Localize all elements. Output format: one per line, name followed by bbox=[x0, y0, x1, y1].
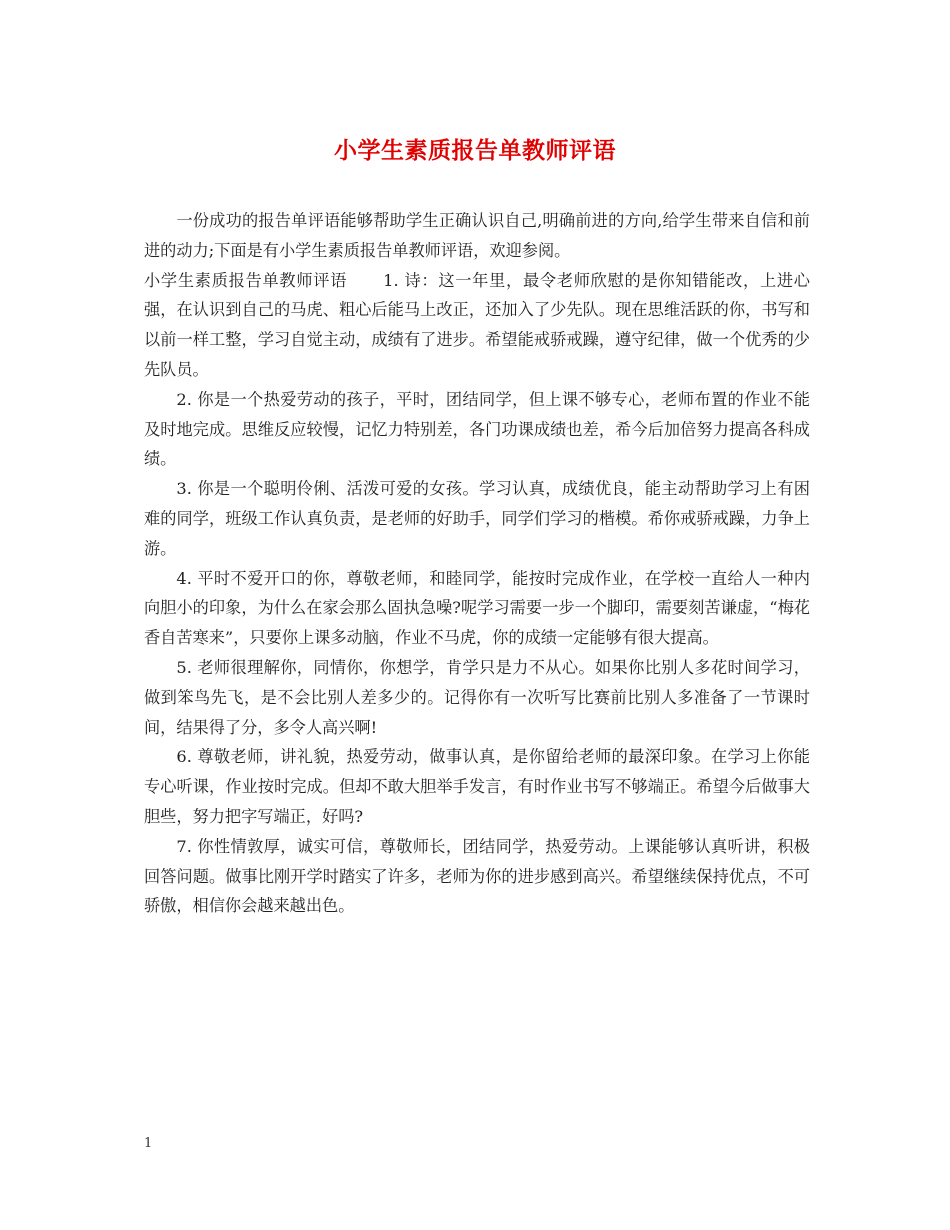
comment-paragraph: 3. 你是一个聪明伶俐、活泼可爱的女孩。学习认真，成绩优良，能主动帮助学习上有困难的同学，班级工作认真负责，是老师的好助手，同学们学习的楷模。希你戒骄戒躁，力争上游。 bbox=[144, 479, 810, 558]
comment-paragraph: 4. 平时不爱开口的你，尊敬老师，和睦同学，能按时完成作业，在学校一直给人一种内向胆小的印象，为什么在家会那么固执急噪?呢学习需要一步一个脚印，需要刻苦谦虚，“梅花香自苦寒来”，只要你上课多动脑，作业不马虎，你的成绩一定能够有很大提高。 bbox=[144, 568, 810, 648]
document-title: 小学生素质报告单教师评语 bbox=[334, 137, 616, 164]
comment-text: 1. 诗：这一年里，最令老师欣慰的是你知错能改，上进心强，在认识到自己的马虎、粗心后能马上改正，还加入了少先队。现在思维活跃的你，书写和以前一样工整，学习自觉主动，成绩有了进步。希望能戒骄戒躁，遵守纪律，做一个优秀的少先队员。 bbox=[144, 270, 810, 379]
page-number: 1 bbox=[144, 1136, 153, 1151]
intro-paragraph: 一份成功的报告单评语能够帮助学生正确认识自己,明确前进的方向,给学生带来自信和前进的动力;下面是有小学生素质报告单教师评语，欢迎参阅。 bbox=[144, 211, 810, 260]
comment-paragraph: 5. 老师很理解你，同情你，你想学，肯学只是力不从心。如果你比别人多花时间学习，做到笨鸟先飞，是不会比别人差多少的。记得你有一次听写比赛前比别人多准备了一节课时间，结果得了分，多令人高兴啊! bbox=[144, 657, 810, 737]
comment-paragraph: 7. 你性情敦厚，诚实可信，尊敬师长，团结同学，热爱劳动。上课能够认真听讲，积极回答问题。做事比刚开学时踏实了许多，老师为你的进步感到高兴。希望继续保持优点，不可骄傲，相信你会越来越出色。 bbox=[144, 836, 810, 916]
comment-paragraph: 6. 尊敬老师，讲礼貌，热爱劳动，做事认真，是你留给老师的最深印象。在学习上你能专心听课，作业按时完成。但却不敢大胆举手发言，有时作业书写不够端正。希望今后做事大胆些，努力把字写端正，好吗? bbox=[144, 747, 810, 826]
comment-paragraph: 2. 你是一个热爱劳动的孩子，平时，团结同学，但上课不够专心，老师布置的作业不能及时地完成。思维反应较慢，记忆力特别差，各门功课成绩也差，希今后加倍努力提高各科成绩。 bbox=[144, 389, 810, 469]
document-body bbox=[144, 206, 810, 921]
section-label: 小学生素质报告单教师评语 bbox=[144, 270, 348, 290]
first-comment-paragraph bbox=[144, 266, 810, 385]
